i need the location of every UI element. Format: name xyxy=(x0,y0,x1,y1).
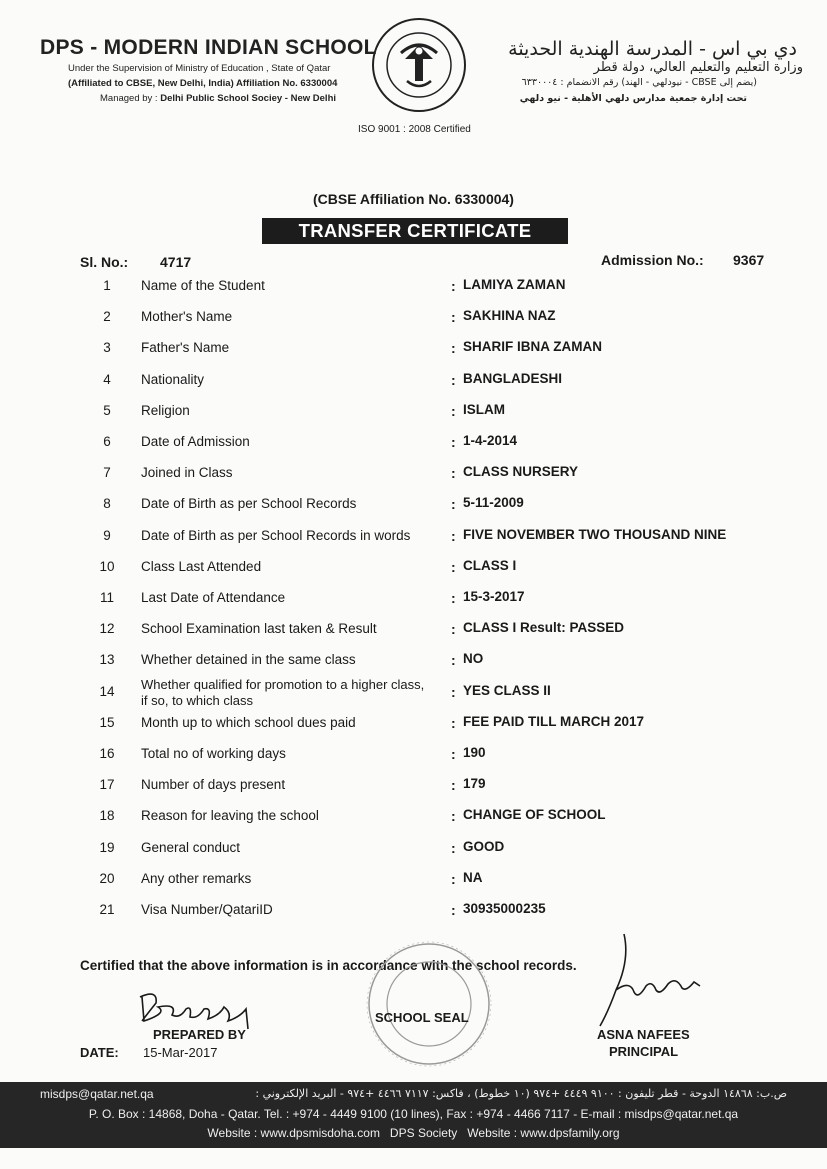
row-number: 19 xyxy=(99,839,115,855)
row-value: NA xyxy=(463,869,483,885)
row-colon: : xyxy=(451,309,456,326)
row-colon: : xyxy=(451,496,456,513)
footer-websites: Website : www.dpsmisdoha.com DPS Society Website : www.dpsfamily.org xyxy=(207,1126,620,1140)
row-colon: : xyxy=(451,590,456,606)
row-number: 3 xyxy=(103,340,111,356)
row-number: 12 xyxy=(99,621,115,637)
row-number: 2 xyxy=(103,309,111,325)
row-value: FEE PAID TILL MARCH 2017 xyxy=(463,713,645,729)
school-seal-stamp xyxy=(364,939,494,1069)
certificate-row xyxy=(0,553,827,581)
row-number: 15 xyxy=(99,714,115,730)
arabic-managed-by: تحت إدارة جمعية مدارس دلهي الأهلية - نيو دلهي xyxy=(519,93,747,104)
row-value: CHANGE OF SCHOOL xyxy=(463,807,606,823)
date-label: DATE: xyxy=(80,1045,119,1060)
serial-number-label: Sl. No.: xyxy=(80,254,129,270)
row-number: 20 xyxy=(99,870,115,886)
footer-bar xyxy=(0,1082,827,1148)
row-number: 17 xyxy=(99,777,115,793)
row-label: School Examination last taken & Result xyxy=(141,621,377,637)
row-label: Date of Admission xyxy=(141,434,250,449)
certificate-row xyxy=(0,522,827,550)
row-label: Number of days present xyxy=(141,777,286,793)
row-label: Religion xyxy=(141,402,190,418)
row-label: Total no of working days xyxy=(141,746,286,761)
certificate-row xyxy=(0,303,827,331)
row-colon: : xyxy=(451,465,456,482)
row-value: ISLAM xyxy=(463,401,505,417)
row-label: Any other remarks xyxy=(141,870,252,886)
certificate-row xyxy=(0,490,827,518)
certificate-row xyxy=(0,740,827,768)
row-label: Mother's Name xyxy=(141,309,233,325)
certificate-row xyxy=(0,615,827,643)
row-label: Date of Birth as per School Records in words xyxy=(141,527,411,543)
certificate-row xyxy=(0,272,827,300)
row-label xyxy=(141,677,424,709)
arabic-school-name: دي بي اس - المدرسة الهندية الحديثة xyxy=(508,38,797,60)
row-colon: : xyxy=(451,402,456,419)
row-number: 9 xyxy=(103,527,111,543)
certificate-title: TRANSFER CERTIFICATE xyxy=(262,218,568,244)
row-colon: : xyxy=(451,870,456,887)
admission-number: 9367 xyxy=(733,252,765,268)
certificate-row xyxy=(0,678,827,706)
row-number: 11 xyxy=(99,590,114,605)
row-value: 1-4-2014 xyxy=(463,433,518,448)
row-label: Name of the Student xyxy=(141,278,265,293)
footer-email: misdps@qatar.net.qa xyxy=(40,1087,154,1101)
row-number: 10 xyxy=(99,558,115,574)
row-label: Father's Name xyxy=(141,340,230,356)
row-number: 4 xyxy=(103,371,111,387)
row-label: Nationality xyxy=(141,371,205,387)
row-colon: : xyxy=(451,683,456,700)
cbse-affiliation: (CBSE Affiliation No. 6330004) xyxy=(313,191,514,207)
affiliation-text: (Affiliated to CBSE, New Delhi, India) Affiliation No. 6330004 xyxy=(68,78,338,89)
row-value: LAMIYA ZAMAN xyxy=(463,277,566,292)
certificate-row xyxy=(0,646,827,674)
certification-statement: Certified that the above information is in accordance with the school records. xyxy=(80,958,577,973)
certificate-row xyxy=(0,834,827,862)
row-label: General conduct xyxy=(141,839,241,855)
row-label: Visa Number/QatariID xyxy=(141,902,273,917)
row-value: CLASS I xyxy=(463,557,517,573)
row-colon: : xyxy=(451,527,456,544)
certificate-row xyxy=(0,865,827,893)
row-number: 6 xyxy=(103,434,111,449)
managed-by-prefix: Managed by : xyxy=(100,93,158,104)
certificate-row xyxy=(0,397,827,425)
row-colon: : xyxy=(451,340,456,357)
row-label: Joined in Class xyxy=(141,465,233,481)
certificate-row xyxy=(0,428,827,456)
footer-arabic-line xyxy=(40,1087,787,1101)
row-colon: : xyxy=(451,371,456,388)
row-number: 7 xyxy=(103,465,111,481)
row-number: 18 xyxy=(99,808,115,824)
row-label-line1: Whether qualified for promotion to a higher class, xyxy=(141,676,425,692)
row-number: 1 xyxy=(103,278,111,293)
preparer-signature xyxy=(128,985,258,1033)
certificate-row xyxy=(0,896,827,924)
row-value: 190 xyxy=(463,745,486,760)
row-number: 5 xyxy=(103,402,111,418)
row-colon: : xyxy=(451,902,456,918)
row-colon: : xyxy=(451,558,456,575)
supervision-text: Under the Supervision of Ministry of Education , State of Qatar xyxy=(68,63,331,74)
principal-name: ASNA NAFEES xyxy=(597,1027,690,1042)
row-value: 30935000235 xyxy=(463,901,546,916)
row-number: 14 xyxy=(99,683,115,699)
managed-by-line xyxy=(100,93,336,104)
principal-signature xyxy=(590,930,710,1030)
certificate-row xyxy=(0,584,827,612)
row-colon: : xyxy=(451,652,456,669)
row-value: SAKHINA NAZ xyxy=(463,308,556,324)
row-value: CLASS NURSERY xyxy=(463,464,579,480)
row-number: 21 xyxy=(99,902,115,917)
principal-title: PRINCIPAL xyxy=(609,1044,679,1059)
admission-number-label: Admission No.: xyxy=(601,252,704,268)
row-number: 13 xyxy=(99,652,115,668)
school-logo xyxy=(371,15,468,119)
row-value: FIVE NOVEMBER TWO THOUSAND NINE xyxy=(463,526,727,542)
footer-arabic-contact: ص.ب: ١٤٨٦٨ الدوحة - قطر تليفون : ٩١٠٠ ٤٤٤٩ +٩٧٤ (١٠ خطوط) ، فاكس: ٧١١٧ ٤٤٦٦ +٩٧٤ - البريد الإلكتروني : xyxy=(255,1087,787,1100)
row-label: Whether detained in the same class xyxy=(141,652,356,668)
arabic-ministry: وزارة التعليم والتعليم العالي، دولة قطر xyxy=(593,60,803,75)
certificate-row xyxy=(0,366,827,394)
row-value: YES CLASS II xyxy=(463,682,551,698)
row-colon: : xyxy=(451,714,456,731)
row-label: Date of Birth as per School Records xyxy=(141,496,357,512)
row-colon: : xyxy=(451,278,456,294)
row-value: NO xyxy=(463,651,484,667)
row-label: Last Date of Attendance xyxy=(141,590,286,605)
row-label-line2: if so, to which class xyxy=(141,692,253,708)
issue-date: 15-Mar-2017 xyxy=(143,1045,218,1060)
iso-certification: ISO 9001 : 2008 Certified xyxy=(358,124,471,135)
school-seal-label: SCHOOL SEAL xyxy=(375,1010,469,1025)
row-value: BANGLADESHI xyxy=(463,370,563,386)
certificate-row xyxy=(0,709,827,737)
row-colon: : xyxy=(451,621,456,638)
row-label: Reason for leaving the school xyxy=(141,808,319,824)
certificate-row xyxy=(0,334,827,362)
row-value: SHARIF IBNA ZAMAN xyxy=(463,339,602,355)
row-value: 15-3-2017 xyxy=(463,589,525,604)
row-colon: : xyxy=(451,839,456,856)
footer-address: P. O. Box : 14868, Doha - Qatar. Tel. : +974 - 4449 9100 (10 lines), Fax : +974 - 4466 7117 - E-mail : misdps@qatar.net.qa xyxy=(88,1107,739,1121)
certificate-row xyxy=(0,771,827,799)
row-colon: : xyxy=(451,746,456,762)
row-value: 5-11-2009 xyxy=(463,495,524,511)
row-colon: : xyxy=(451,434,456,450)
school-name: DPS - MODERN INDIAN SCHOOL xyxy=(40,36,377,59)
row-number: 16 xyxy=(99,746,115,761)
row-label: Class Last Attended xyxy=(141,558,262,574)
row-value: GOOD xyxy=(463,838,505,854)
row-label: Month up to which school dues paid xyxy=(141,714,356,730)
managed-by-name: Delhi Public School Sociey - New Delhi xyxy=(160,93,337,104)
row-value: CLASS I Result: PASSED xyxy=(463,620,625,636)
arabic-affiliation: (يضم إلى CBSE - نيودلهي - الهند) رقم الانضمام : ٦٣٣٠٠٠٤ xyxy=(521,77,757,88)
serial-number: 4717 xyxy=(160,254,192,270)
certificate-row xyxy=(0,459,827,487)
row-colon: : xyxy=(451,777,456,794)
row-number: 8 xyxy=(103,496,111,512)
row-value: 179 xyxy=(463,776,486,792)
prepared-by-label: PREPARED BY xyxy=(153,1027,246,1042)
row-colon: : xyxy=(451,808,456,825)
certificate-row xyxy=(0,802,827,830)
